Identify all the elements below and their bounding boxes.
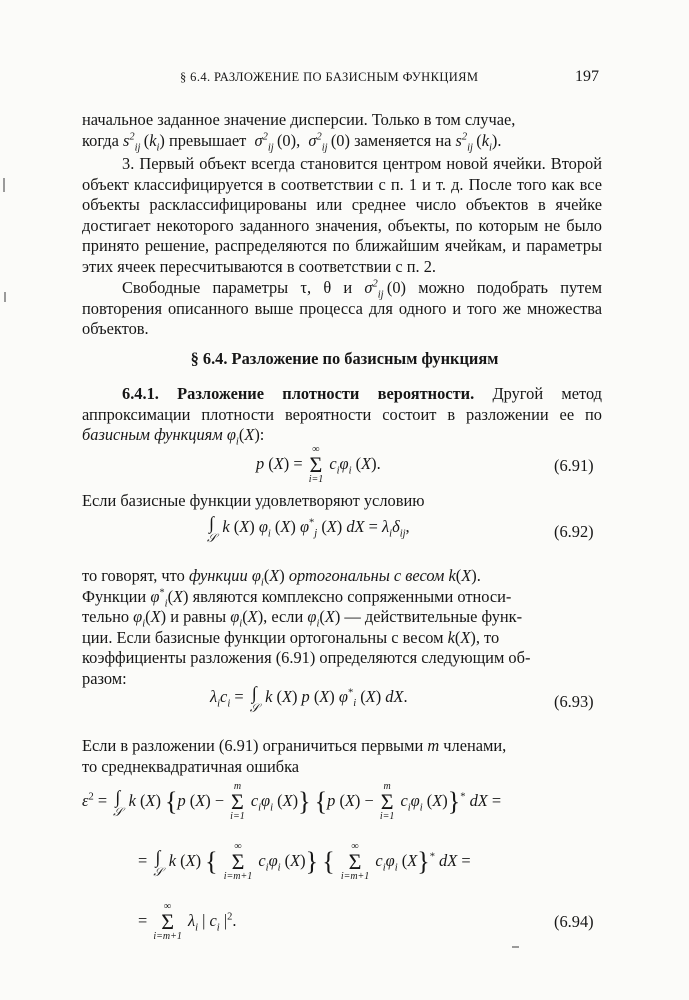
page-number: 197: [575, 68, 599, 85]
scan-mark: [3, 178, 5, 192]
paragraph-line: коэффициенты разложения (6.91) определяются следующим об-: [82, 648, 531, 668]
equation-number: (6.91): [554, 456, 594, 475]
paragraph-line: когда $s^2_{ij}$ $(k_i)$ превышает $\sigma^2_{ij}$ (0), $\sigma^2_{ij}$ (0) заменяется на $s^2_{ij}$ $(k_i)$.: [82, 130, 502, 153]
paragraph-continuation: [82, 110, 602, 151]
equation-6-91: p (X) = ∞ Σ i=1 $c_i\varphi_i$ (X).: [256, 444, 381, 485]
paragraph-line: Функции $\varphi^*_i(X)$ являются комплексно сопряженными относи-: [82, 586, 512, 609]
equation-6-93: $\lambda_ic_i$ = ∫ 𝒮 k (X) p (X) $\varphi^*_i$ (X) dX.: [210, 683, 408, 715]
paragraph-truncation: [82, 736, 602, 777]
equation-6-94-line-3: = ∞ Σ i=m+1 $\lambda_i$ | $c_i$ $|^2$.: [138, 901, 237, 942]
equation-number: (6.94): [554, 912, 594, 931]
paragraph-line: разом:: [82, 668, 127, 688]
paragraph-line: тельно $\varphi_i(X)$ и равны $\varphi_i(X)$, если $\varphi_i(X)$ — действительные функ-: [82, 607, 523, 630]
running-head: § 6.4. РАЗЛОЖЕНИЕ ПО БАЗИСНЫМ ФУНКЦИЯМ: [180, 70, 479, 84]
scan-mark: [512, 946, 519, 948]
paragraph-line: Если в разложении (6.91) ограничиться первыми m членами,: [82, 736, 507, 755]
paragraph-orthogonality: [82, 566, 602, 690]
section-title: § 6.4. Разложение по базисным функциям: [190, 349, 499, 368]
paragraph-subsection: 6.4.1. Разложение плотности вероятности. Другой метод аппроксимации плотности вероятности состоит в разложении ее по базисным функциям $\varphi_i(X)$:: [82, 384, 603, 448]
subsection-heading: 6.4.1. Разложение плотности вероятности.: [122, 384, 475, 403]
paragraph-line: ции. Если базисные функции ортогональны с весом k(X), то: [82, 627, 500, 647]
paragraph-line: начальное заданное значение дисперсии. Только в том случае,: [82, 110, 516, 129]
equation-6-94-line-1: $\varepsilon^2$ = ∫ 𝒮 k (X) {p (X) − m Σ i=1 $c_i\varphi_i$ (X)} {p (X) − m Σ i=1 $c_i\varphi_i$ (X)}* dX =: [82, 781, 502, 822]
paragraph-item-3: 3. Первый объект всегда становится центром новой ячейки. Второй объект классифицируется в соответствии с п. 1 и т. д. После того как все объекты расклассифицированы или среднее число объектов в ячейке достигает некоторого заданного значения, объекты, по которым не было принято решение, распределяются по ближайшим ячейкам, и параметры этих ячеек пересчитываются в соответствии с п. 2.: [82, 154, 602, 276]
paragraph-line: то говорят, что функции $\varphi_i(X)$ ортогональны с весом k(X).: [82, 566, 481, 589]
paragraph-line: то среднеквадратичная ошибка: [82, 756, 300, 776]
paragraph-orthogonality-intro: Если базисные функции удовлетворяют условию: [82, 491, 425, 510]
equation-6-92: ∫ 𝒮 k (X) $\varphi_i$ (X) $\varphi^*_j$ (X) dX = $\lambda_i\delta_{ij}$,: [207, 513, 410, 545]
equation-number: (6.92): [554, 522, 594, 541]
equation-6-94-line-2: = ∫ 𝒮 k (X) { ∞ Σ i=m+1 $c_i\varphi_i$ (X)} { ∞ Σ i=m+1 $c_i\varphi_i$ (X}* dX =: [138, 841, 471, 882]
equation-number: (6.93): [554, 692, 594, 711]
paragraph-free-parameters: Свободные параметры τ, θ и $\sigma^2_{ij}$ (0) можно подобрать путем повторения описанного выше процесса для одного и того же множества объектов.: [82, 278, 602, 339]
scan-mark: [4, 292, 6, 302]
